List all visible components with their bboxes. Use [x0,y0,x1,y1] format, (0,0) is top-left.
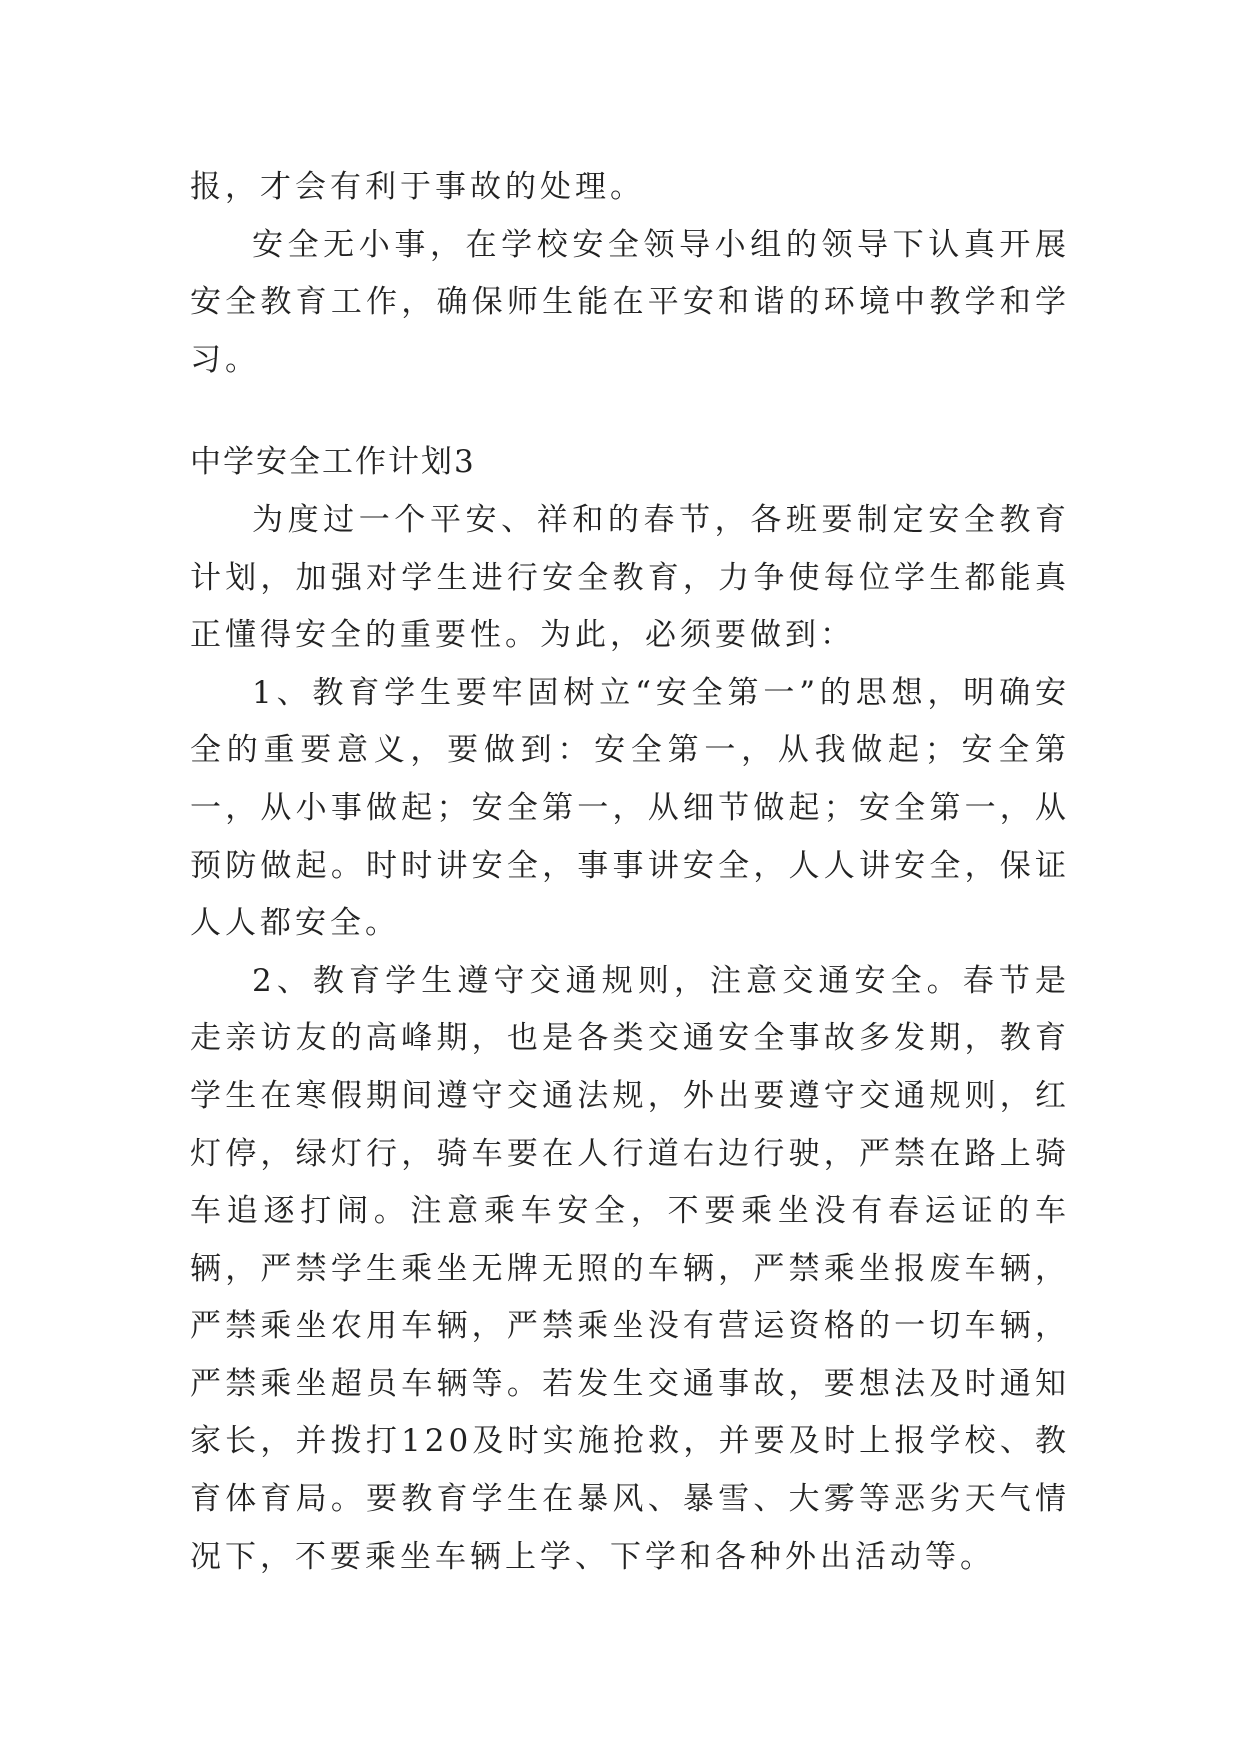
paragraph-item-1: 1、教育学生要牢固树立“安全第一”的思想，明确安全的重要意义，要做到：安全第一，从我做起；安全第一，从小事做起；安全第一，从细节做起；安全第一，从预防做起。时时讲安全，事事讲安全，人人讲安全，保证人人都安全。 [190,674,1070,942]
document-body [190,159,1070,1586]
paragraph-intro: 为度过一个平安、祥和的春节，各班要制定安全教育计划，加强对学生进行安全教育，力争使每位学生都能真正懂得安全的重要性。为此，必须要做到： [190,501,1070,654]
section-title: 中学安全工作计划3 [190,444,476,481]
paragraph-safety-summary: 安全无小事，在学校安全领导小组的领导下认真开展安全教育工作，确保师生能在平安和谐的环境中教学和学习。 [190,226,1070,378]
paragraph-item-2: 2、教育学生遵守交通规则，注意交通安全。春节是走亲访友的高峰期，也是各类交通安全事故多发期，教育学生在寒假期间遵守交通法规，外出要遵守交通规则，红灯停，绿灯行，骑车要在人行道右边行驶，严禁在路上骑车追逐打闹。注意乘车安全，不要乘坐没有春运证的车辆，严禁学生乘坐无牌无照的车辆，严禁乘坐报废车辆，严禁乘坐农用车辆，严禁乘坐没有营运资格的一切车辆，严禁乘坐超员车辆等。若发生交通事故，要想法及时通知家长，并拨打120及时实施抢救，并要及时上报学校、教育体育局。要教育学生在暴风、暴雪、大雾等恶劣天气情况下，不要乘坐车辆上学、下学和各种外出活动等。 [190,962,1070,1575]
paragraph-continuation: 报，才会有利于事故的处理。 [190,169,645,205]
